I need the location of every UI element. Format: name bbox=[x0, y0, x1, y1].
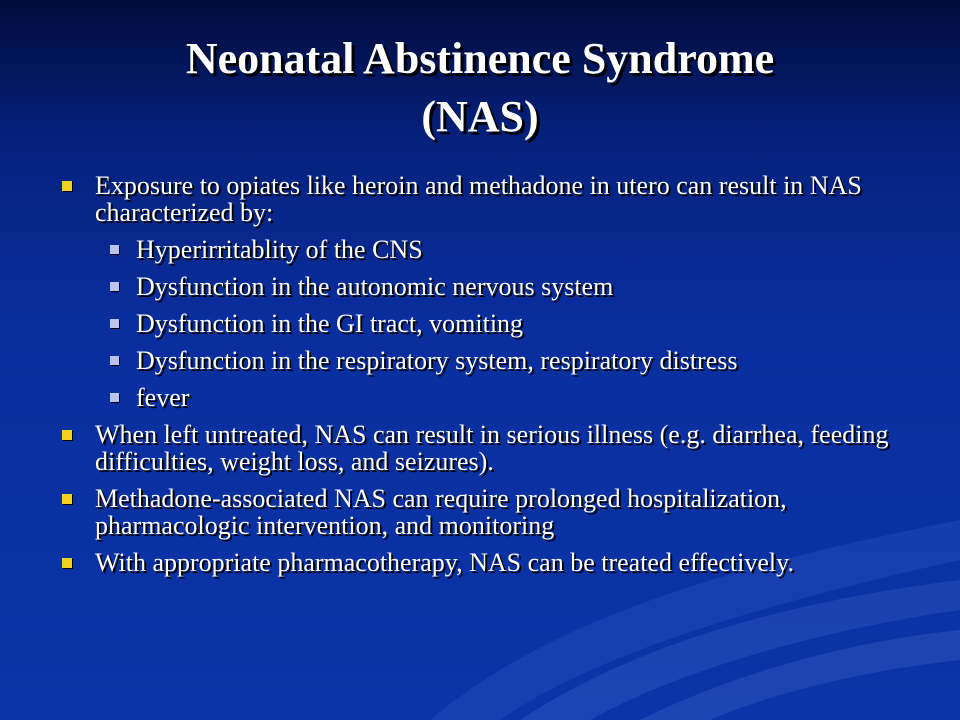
sub-bullet-item-cns bbox=[60, 236, 920, 263]
sub-bullet-item-fever bbox=[60, 384, 920, 411]
bullet-text: fever bbox=[136, 383, 190, 412]
square-bullet-icon bbox=[62, 558, 72, 568]
sub-bullet-item-respiratory bbox=[60, 347, 920, 374]
bullet-item-methadone bbox=[60, 485, 920, 539]
sub-bullet-item-autonomic bbox=[60, 273, 920, 300]
square-bullet-icon bbox=[62, 430, 72, 440]
bullet-text: Exposure to opiates like heroin and methadone in utero can result in NAS characterized by: bbox=[95, 171, 862, 227]
square-bullet-icon bbox=[110, 282, 119, 291]
square-bullet-icon bbox=[110, 245, 119, 254]
bullet-item-untreated bbox=[60, 421, 920, 475]
bullet-text: Dysfunction in the GI tract, vomiting bbox=[136, 309, 524, 338]
bullet-text: Dysfunction in the respiratory system, respiratory distress bbox=[136, 346, 738, 375]
title-line-1: Neonatal Abstinence Syndrome bbox=[185, 34, 775, 83]
bullet-item-pharmacotherapy bbox=[60, 549, 920, 576]
bullet-item-exposure bbox=[60, 172, 920, 226]
bullet-text: Methadone-associated NAS can require prolonged hospitalization, pharmacologic intervention, and monitoring bbox=[95, 484, 787, 540]
bullet-text: Hyperirritablity of the CNS bbox=[136, 235, 423, 264]
square-bullet-icon bbox=[110, 356, 119, 365]
title-line-2: (NAS) bbox=[421, 92, 539, 141]
bullet-list bbox=[60, 172, 920, 586]
square-bullet-icon bbox=[110, 393, 119, 402]
bullet-text: When left untreated, NAS can result in serious illness (e.g. diarrhea, feeding difficulties, weight loss, and seizures). bbox=[95, 420, 889, 476]
bullet-text: With appropriate pharmacotherapy, NAS can be treated effectively. bbox=[95, 548, 794, 577]
square-bullet-icon bbox=[62, 181, 72, 191]
sub-bullet-item-gi bbox=[60, 310, 920, 337]
bullet-text: Dysfunction in the autonomic nervous system bbox=[136, 272, 614, 301]
square-bullet-icon bbox=[62, 494, 72, 504]
square-bullet-icon bbox=[110, 319, 119, 328]
slide-title bbox=[60, 30, 900, 146]
